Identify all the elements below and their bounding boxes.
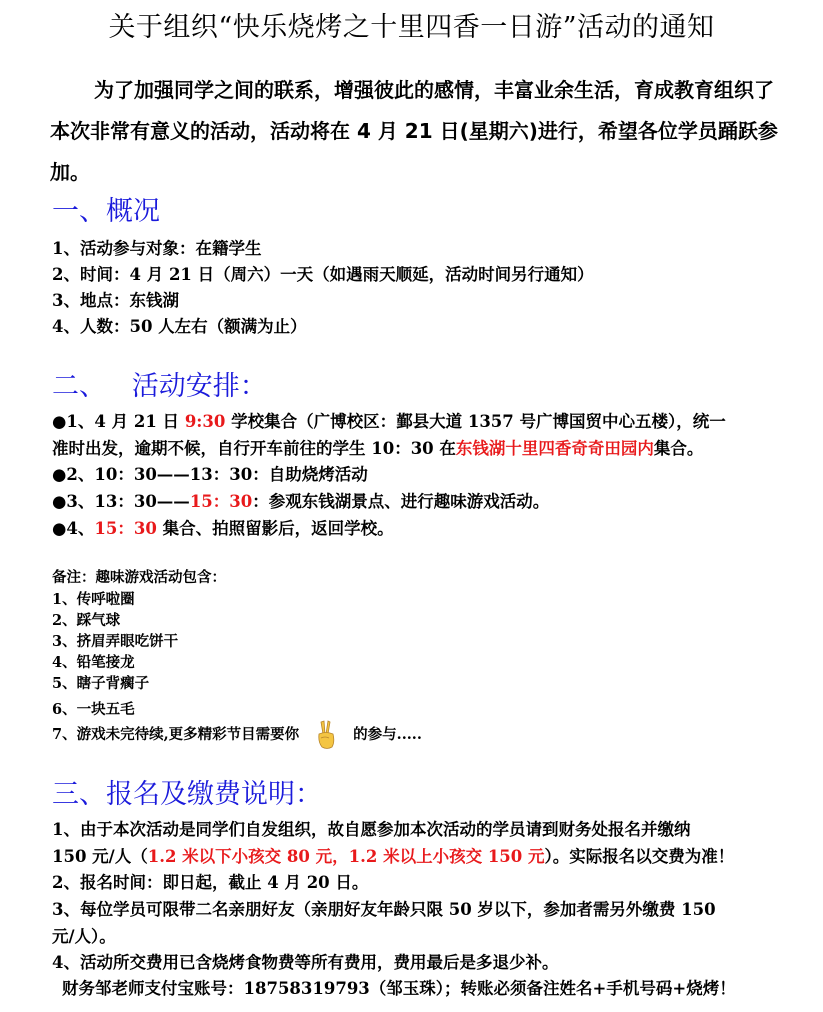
bullet-icon: ● xyxy=(52,519,67,538)
registration-item-1: 1、由于本次活动是同学们自发组织，故自愿参加本次活动的学员请到财务处报名并缴纳 150 元/人（1.2 米以下小孩交 80 元，1.2 米以上小孩交 150 元）。实际报名以交费为准！ xyxy=(52,820,735,866)
game-item-more: 7、游戏未完待续,更多精彩节目需要你 的参与..... xyxy=(52,720,422,750)
section-registration-heading: 三、报名及缴费说明： xyxy=(52,779,322,810)
gather-place: 东钱湖十里四香奇奇田园内 xyxy=(455,439,654,458)
game-item: 5、瞎子背瘸子 xyxy=(52,675,150,692)
overview-item: 3、地点：东钱湖 xyxy=(52,291,179,310)
child-fee-note: 1.2 米以下小孩交 80 元，1.2 米以上小孩交 150 元 xyxy=(147,847,545,866)
page-title: 关于组织“快乐烧烤之十里四香一日游”活动的通知 xyxy=(108,12,715,43)
schedule-item-3: ●3、13：30——15：30：参观东钱湖景点、进行趣味游戏活动。 xyxy=(52,492,550,511)
bullet-icon: ● xyxy=(52,492,67,511)
intro-paragraph: 为了加强同学之间的联系，增强彼此的感情，丰富业余生活，育成教育组织了本次非常有意义的活动，活动将在 4 月 21 日(星期六)进行，希望各位学员踊跃参加。 xyxy=(50,78,778,184)
bullet-icon: ● xyxy=(52,412,67,431)
game-item: 6、一块五毛 xyxy=(52,701,135,718)
game-item: 4、铅笔接龙 xyxy=(52,654,135,671)
gather-time: 9:30 xyxy=(184,412,226,431)
payment-account: 财务邹老师支付宝账号：18758319793（邹玉珠）；转账必须备注姓名+手机号码+烧烤！ xyxy=(62,979,736,998)
schedule-item-2: ●2、10：30——13：30：自助烧烤活动 xyxy=(52,465,368,484)
registration-item-2: 2、报名时间：即日起，截止 4 月 20 日。 xyxy=(52,873,369,892)
game-item: 2、踩气球 xyxy=(52,612,121,629)
section-schedule-heading: 二、 活动安排： xyxy=(52,371,267,402)
victory-hand-icon xyxy=(313,720,339,750)
overview-item: 4、人数：50 人左右（额满为止） xyxy=(52,317,307,336)
overview-item: 1、活动参与对象：在籍学生 xyxy=(52,239,262,258)
registration-item-4: 4、活动所交费用已含烧烤食物费等所有费用，费用最后是多退少补。 xyxy=(52,953,559,972)
schedule-item-4: ●4、15：30 集合、拍照留影后，返回学校。 xyxy=(52,519,394,538)
registration-item-3: 3、每位学员可限带二名亲朋好友（亲朋好友年龄只限 50 岁以下，参加者需另外缴费 150 元/人）。 xyxy=(52,900,716,946)
notes-heading: 备注：趣味游戏活动包含： xyxy=(52,569,226,586)
game-item: 3、挤眉弄眼吃饼干 xyxy=(52,633,179,650)
overview-item: 2、时间：4 月 21 日（周六）一天（如遇雨天顺延，活动时间另行通知） xyxy=(52,265,594,284)
section-overview-heading: 一、概况 xyxy=(52,196,160,227)
bullet-icon: ● xyxy=(52,465,67,484)
game-item: 1、传呼啦圈 xyxy=(52,591,135,608)
schedule-item-1: ●1、4 月 21 日 9:30 学校集合（广博校区：鄞县大道 1357 号广博国贸中心五楼），统一 准时出发，逾期不候，自行开车前往的学生 10：30 在东钱湖十里四香奇奇田园内集合。 xyxy=(52,412,726,458)
